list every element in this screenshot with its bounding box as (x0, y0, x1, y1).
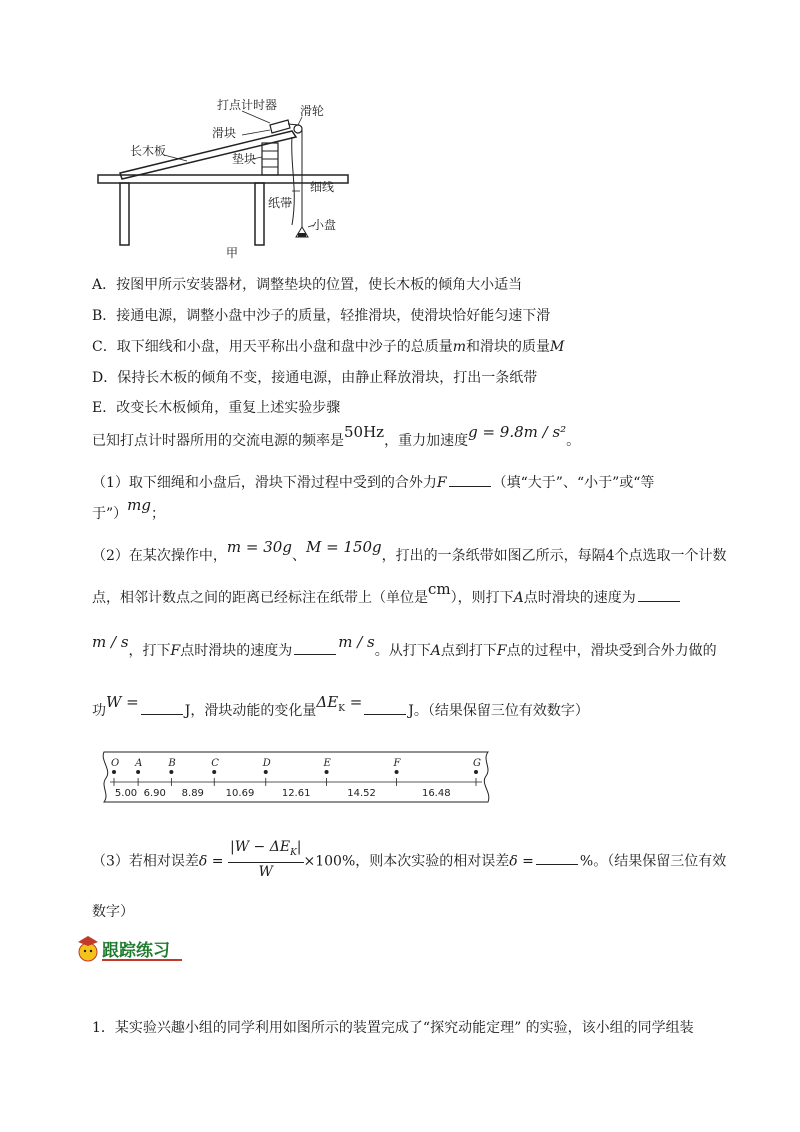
label-string: 细线 (310, 180, 335, 194)
q2-line3-e: 点的过程中，滑块受到合外力做的 (506, 643, 717, 659)
practice-badge (74, 930, 194, 968)
times-percent: ×100% (303, 853, 356, 870)
tape-point-B (169, 770, 173, 774)
tape-distance: 10.69 (225, 788, 255, 799)
q2-line4-a: 功 (92, 703, 106, 719)
known-values (92, 423, 581, 451)
tape-point-A (136, 770, 140, 774)
tape-distance: 8.89 (181, 788, 204, 799)
figure-caption-jia: 甲 (226, 246, 239, 260)
tape-point-G (474, 770, 478, 774)
point-F-ref-2: F (496, 643, 507, 659)
q3-line1 (92, 840, 726, 883)
q3-prefix: （3）若相对误差 (92, 853, 199, 870)
answer-blank-6[interactable] (536, 850, 578, 865)
answer-blank-1[interactable] (449, 472, 491, 487)
answer-blank-5[interactable] (364, 700, 406, 715)
figure-jia-apparatus (92, 95, 372, 265)
q2-line2-text: 点，相邻计数点之间的距离已经标注在纸带上（单位是 (92, 590, 428, 606)
figure-yi-paper-tape (96, 748, 498, 806)
tape-point-O (112, 770, 116, 774)
tape-distance: 6.90 (143, 788, 166, 799)
tape-distance: 14.52 (347, 788, 376, 799)
tape-label-O: O (111, 758, 120, 769)
label-pulley: 滑轮 (300, 104, 325, 118)
answer-blank-3[interactable] (294, 640, 336, 655)
known-prefix: 已知打点计时器所用的交流电源的频率是 (92, 433, 344, 449)
q3-mid: ，则本次实验的相对误差 (355, 853, 510, 870)
q3-end: %。（结果保留三位有效 (579, 853, 727, 870)
q1-line2 (92, 496, 165, 524)
q2-line3 (92, 633, 717, 661)
frequency-value: 50Hz (344, 423, 385, 441)
tape-label-A: A (135, 758, 143, 769)
exercise-1: 1．某实验兴趣小组的同学利用如图所示的装置完成了“探究动能定理” 的实验，该小组的同学组装 (92, 1020, 694, 1036)
step-d: D．保持长木板的倾角不变，接通电源，由静止释放滑块，打出一条纸带 (92, 370, 538, 386)
badge-title: 跟踪练习 (102, 941, 170, 961)
q2-sep: 、 (291, 548, 306, 564)
q3-line2: 数字） (92, 904, 134, 920)
tape-point-E (325, 770, 329, 774)
q1-text: （1）取下细绳和小盘后，滑块下滑过程中受到的合外力 (92, 475, 437, 491)
answer-blank-4[interactable] (141, 700, 183, 715)
symbol-F: F (436, 475, 447, 491)
step-c-text: C．取下细线和小盘，用天平称出小盘和盘中沙子的总质量 (92, 339, 453, 355)
tape-label-E: E (323, 758, 331, 769)
unit-ms-2: m / s (338, 633, 375, 651)
label-timer: 打点计时器 (217, 98, 278, 112)
q2-line3-a: ，打下 (128, 643, 171, 659)
step-b: B．接通电源，调整小盘中沙子的质量，轻推滑块，使滑块恰好能匀速下滑 (92, 308, 551, 324)
q2-prefix: （2）在某次操作中， (92, 548, 227, 564)
known-end: 。 (566, 433, 581, 449)
step-c (92, 337, 564, 357)
step-a: A．按图甲所示安装器材，调整垫块的位置，使长木板的倾角大小适当 (92, 277, 523, 293)
tape-point-D (264, 770, 268, 774)
q2-line3-b: 点时滑块的速度为 (180, 643, 293, 659)
delta-symbol-2: δ = (509, 853, 534, 870)
work-symbol: W = (106, 693, 139, 711)
step-e: E．改变长木板倾角，重复上述实验步骤 (92, 400, 341, 416)
tape-label-B: B (168, 758, 176, 769)
q1-line2-end: ； (151, 506, 165, 522)
symbol-M: M (550, 339, 565, 355)
tape-point-C (212, 770, 216, 774)
q1-line2-text: 于”） (92, 506, 128, 522)
point-A-ref-2: A (430, 643, 441, 659)
tape-distance: 16.48 (421, 788, 451, 799)
relative-error-fraction (228, 838, 304, 881)
unit-ms-1: m / s (92, 633, 129, 651)
tape-point-F (395, 770, 399, 774)
label-tape: 纸带 (268, 196, 293, 210)
known-mid: ，重力加速度 (384, 433, 469, 449)
tape-label-C: C (211, 758, 219, 769)
point-F-ref: F (170, 643, 181, 659)
delta-symbol: δ = (198, 853, 224, 870)
q2-line1 (92, 538, 727, 566)
mascot-icon (78, 936, 98, 961)
unit-cm: cm (428, 580, 451, 598)
fraction-numerator-sub: K (290, 847, 297, 858)
q2-line2 (92, 580, 682, 608)
delta-ek-sub: K (338, 704, 345, 714)
label-block: 垫块 (232, 152, 257, 166)
tape-label-G: G (473, 758, 481, 769)
mass-M-value: M = 150g (305, 538, 382, 556)
fraction-numerator: |W − ΔE (229, 839, 291, 855)
q2-line4-b: J，滑块动能的变化量 (184, 703, 317, 719)
step-c-mid: 和滑块的质量 (466, 339, 550, 355)
tape-label-D: D (262, 758, 271, 769)
tape-label-F: F (393, 758, 401, 769)
label-board: 长木板 (130, 144, 167, 158)
tape-distance: 5.00 (114, 788, 138, 799)
q2-line3-c: 。从打下 (374, 643, 431, 659)
label-slider: 滑块 (212, 126, 237, 140)
q2-line4-c: J。（结果保留三位有效数字） (408, 703, 589, 719)
q2-rest: ，打出的一条纸带如图乙所示，每隔4个点选取一个计数 (381, 548, 727, 564)
symbol-m: m (452, 339, 466, 355)
symbol-mg: mg (127, 496, 151, 514)
delta-ek-symbol: ΔE (316, 693, 339, 711)
mass-m-value: m = 30g (226, 538, 292, 556)
q2-line3-d: 点到打下 (440, 643, 497, 659)
label-pan: 小盘 (312, 218, 337, 232)
q2-line2-b: ），则打下 (450, 590, 514, 606)
q2-line2-c: 点时滑块的速度为 (523, 590, 636, 606)
fraction-denominator: W (258, 863, 273, 880)
delta-ek-eq: = (349, 693, 363, 711)
point-A-ref: A (513, 590, 524, 606)
answer-blank-2[interactable] (638, 587, 680, 602)
q2-line4 (92, 693, 589, 727)
q1-text-end: （填“大于”、“小于”或“等 (492, 475, 655, 491)
q1-line1 (92, 472, 654, 493)
tape-distance: 12.61 (281, 788, 311, 799)
fraction-numerator-end: | (296, 839, 302, 855)
gravity-value: g = 9.8m / s² (468, 423, 567, 441)
